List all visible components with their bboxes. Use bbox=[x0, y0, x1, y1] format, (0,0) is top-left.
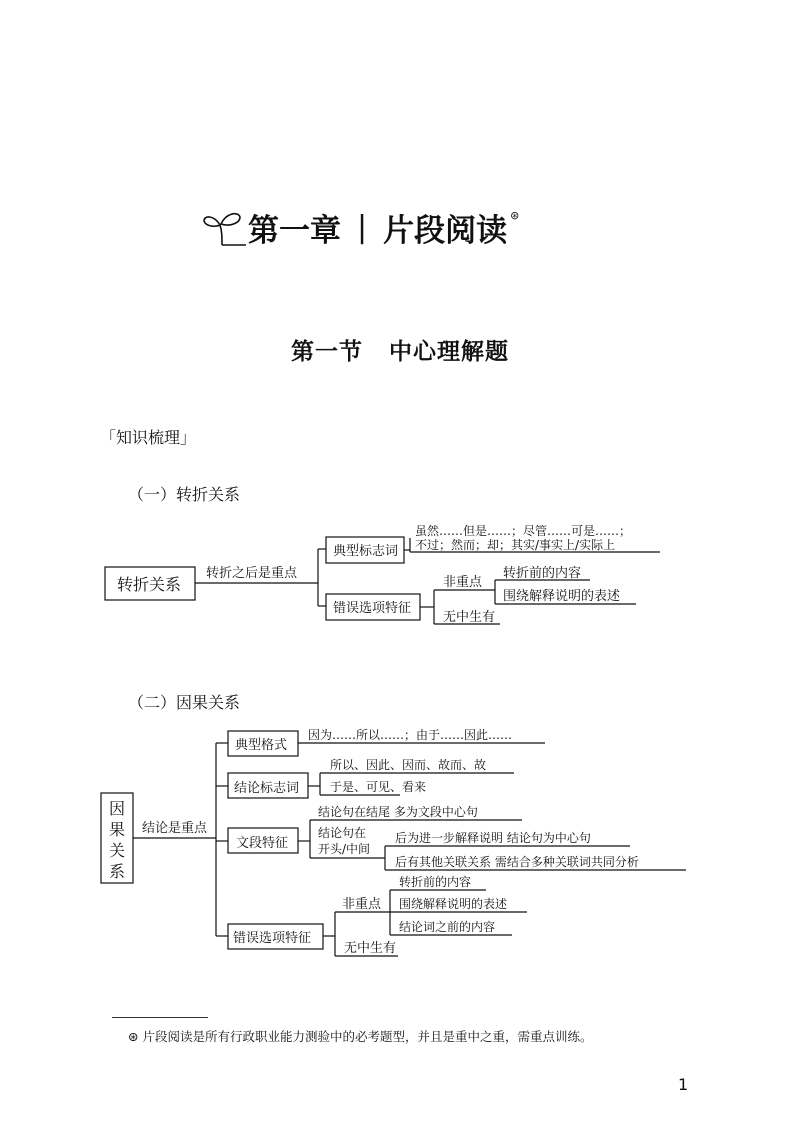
features-mid-item-1: 后为进一步解释说明 结论句为中心句 bbox=[395, 831, 591, 845]
knowledge-label: 「知识梳理」 bbox=[100, 428, 197, 447]
root-char-2: 果 bbox=[109, 820, 126, 839]
conclusion-line2: 于是、可见、看来 bbox=[330, 780, 427, 794]
format-label: 典型格式 bbox=[235, 738, 288, 753]
part1-heading: （一）转折关系 bbox=[128, 485, 241, 504]
features-mid-label1: 结论句在 bbox=[318, 826, 367, 840]
signal-line2: 不过；然而；却；其实/事实上/实际上 bbox=[415, 538, 616, 552]
page-number: 1 bbox=[678, 1075, 689, 1094]
root-char-1: 因 bbox=[109, 799, 126, 818]
features-mid-item-2: 后有其他关联关系 需结合多种关联词共同分析 bbox=[395, 855, 639, 869]
branch-label-part2: 结论是重点 bbox=[142, 821, 208, 836]
conclusion-label: 结论标志词 bbox=[234, 781, 300, 796]
chapter-subtitle: 片段阅读 bbox=[383, 213, 508, 249]
signal-line1: 虽然……但是……；尽管……可是……； bbox=[415, 524, 632, 538]
root-char-4: 系 bbox=[109, 862, 126, 881]
nonkey-label-part2: 非重点 bbox=[342, 897, 382, 912]
nonkey-label-part1: 非重点 bbox=[443, 575, 483, 590]
footnote: ⊛ 片段阅读是所有行政职业能力测验中的必考题型，并且是重中之重，需重点训练。 bbox=[128, 1029, 593, 1044]
nonkey-item-1: 转折前的内容 bbox=[503, 566, 582, 581]
features-mid-label2: 开头/中间 bbox=[318, 842, 371, 856]
nonkey2-item-3: 结论词之前的内容 bbox=[399, 920, 496, 934]
section-name: 中心理解题 bbox=[389, 339, 509, 365]
format-text: 因为……所以……；由于……因此…… bbox=[308, 728, 513, 742]
part2-heading: （二）因果关系 bbox=[128, 693, 241, 712]
nonkey-item-2: 围绕解释说明的表述 bbox=[503, 589, 621, 604]
signal-label: 典型标志词 bbox=[333, 544, 399, 559]
wrong-label-part2: 错误选项特征 bbox=[233, 931, 312, 946]
fabricated-label-part2: 无中生有 bbox=[344, 941, 397, 956]
root-char-3: 关 bbox=[109, 841, 126, 860]
fabricated-label-part1: 无中生有 bbox=[443, 610, 496, 625]
branch-label-part1: 转折之后是重点 bbox=[206, 566, 298, 581]
root-label-part1: 转折关系 bbox=[117, 575, 182, 594]
footnote-mark: ⊛ bbox=[510, 209, 520, 222]
chapter-number: 第一章 bbox=[248, 213, 341, 249]
wrong-label-part1: 错误选项特征 bbox=[333, 601, 412, 616]
footnote-rule bbox=[112, 1017, 208, 1018]
features-label: 文段特征 bbox=[236, 836, 289, 851]
nonkey2-item-1: 转折前的内容 bbox=[399, 875, 472, 889]
chapter-separator: | bbox=[357, 210, 368, 245]
section-number: 第一节 bbox=[291, 339, 363, 365]
nonkey2-item-2: 围绕解释说明的表述 bbox=[399, 897, 508, 911]
conclusion-line1: 所以、因此、因而、故而、故 bbox=[330, 758, 487, 772]
features-end: 结论句在结尾 多为文段中心句 bbox=[318, 805, 478, 819]
